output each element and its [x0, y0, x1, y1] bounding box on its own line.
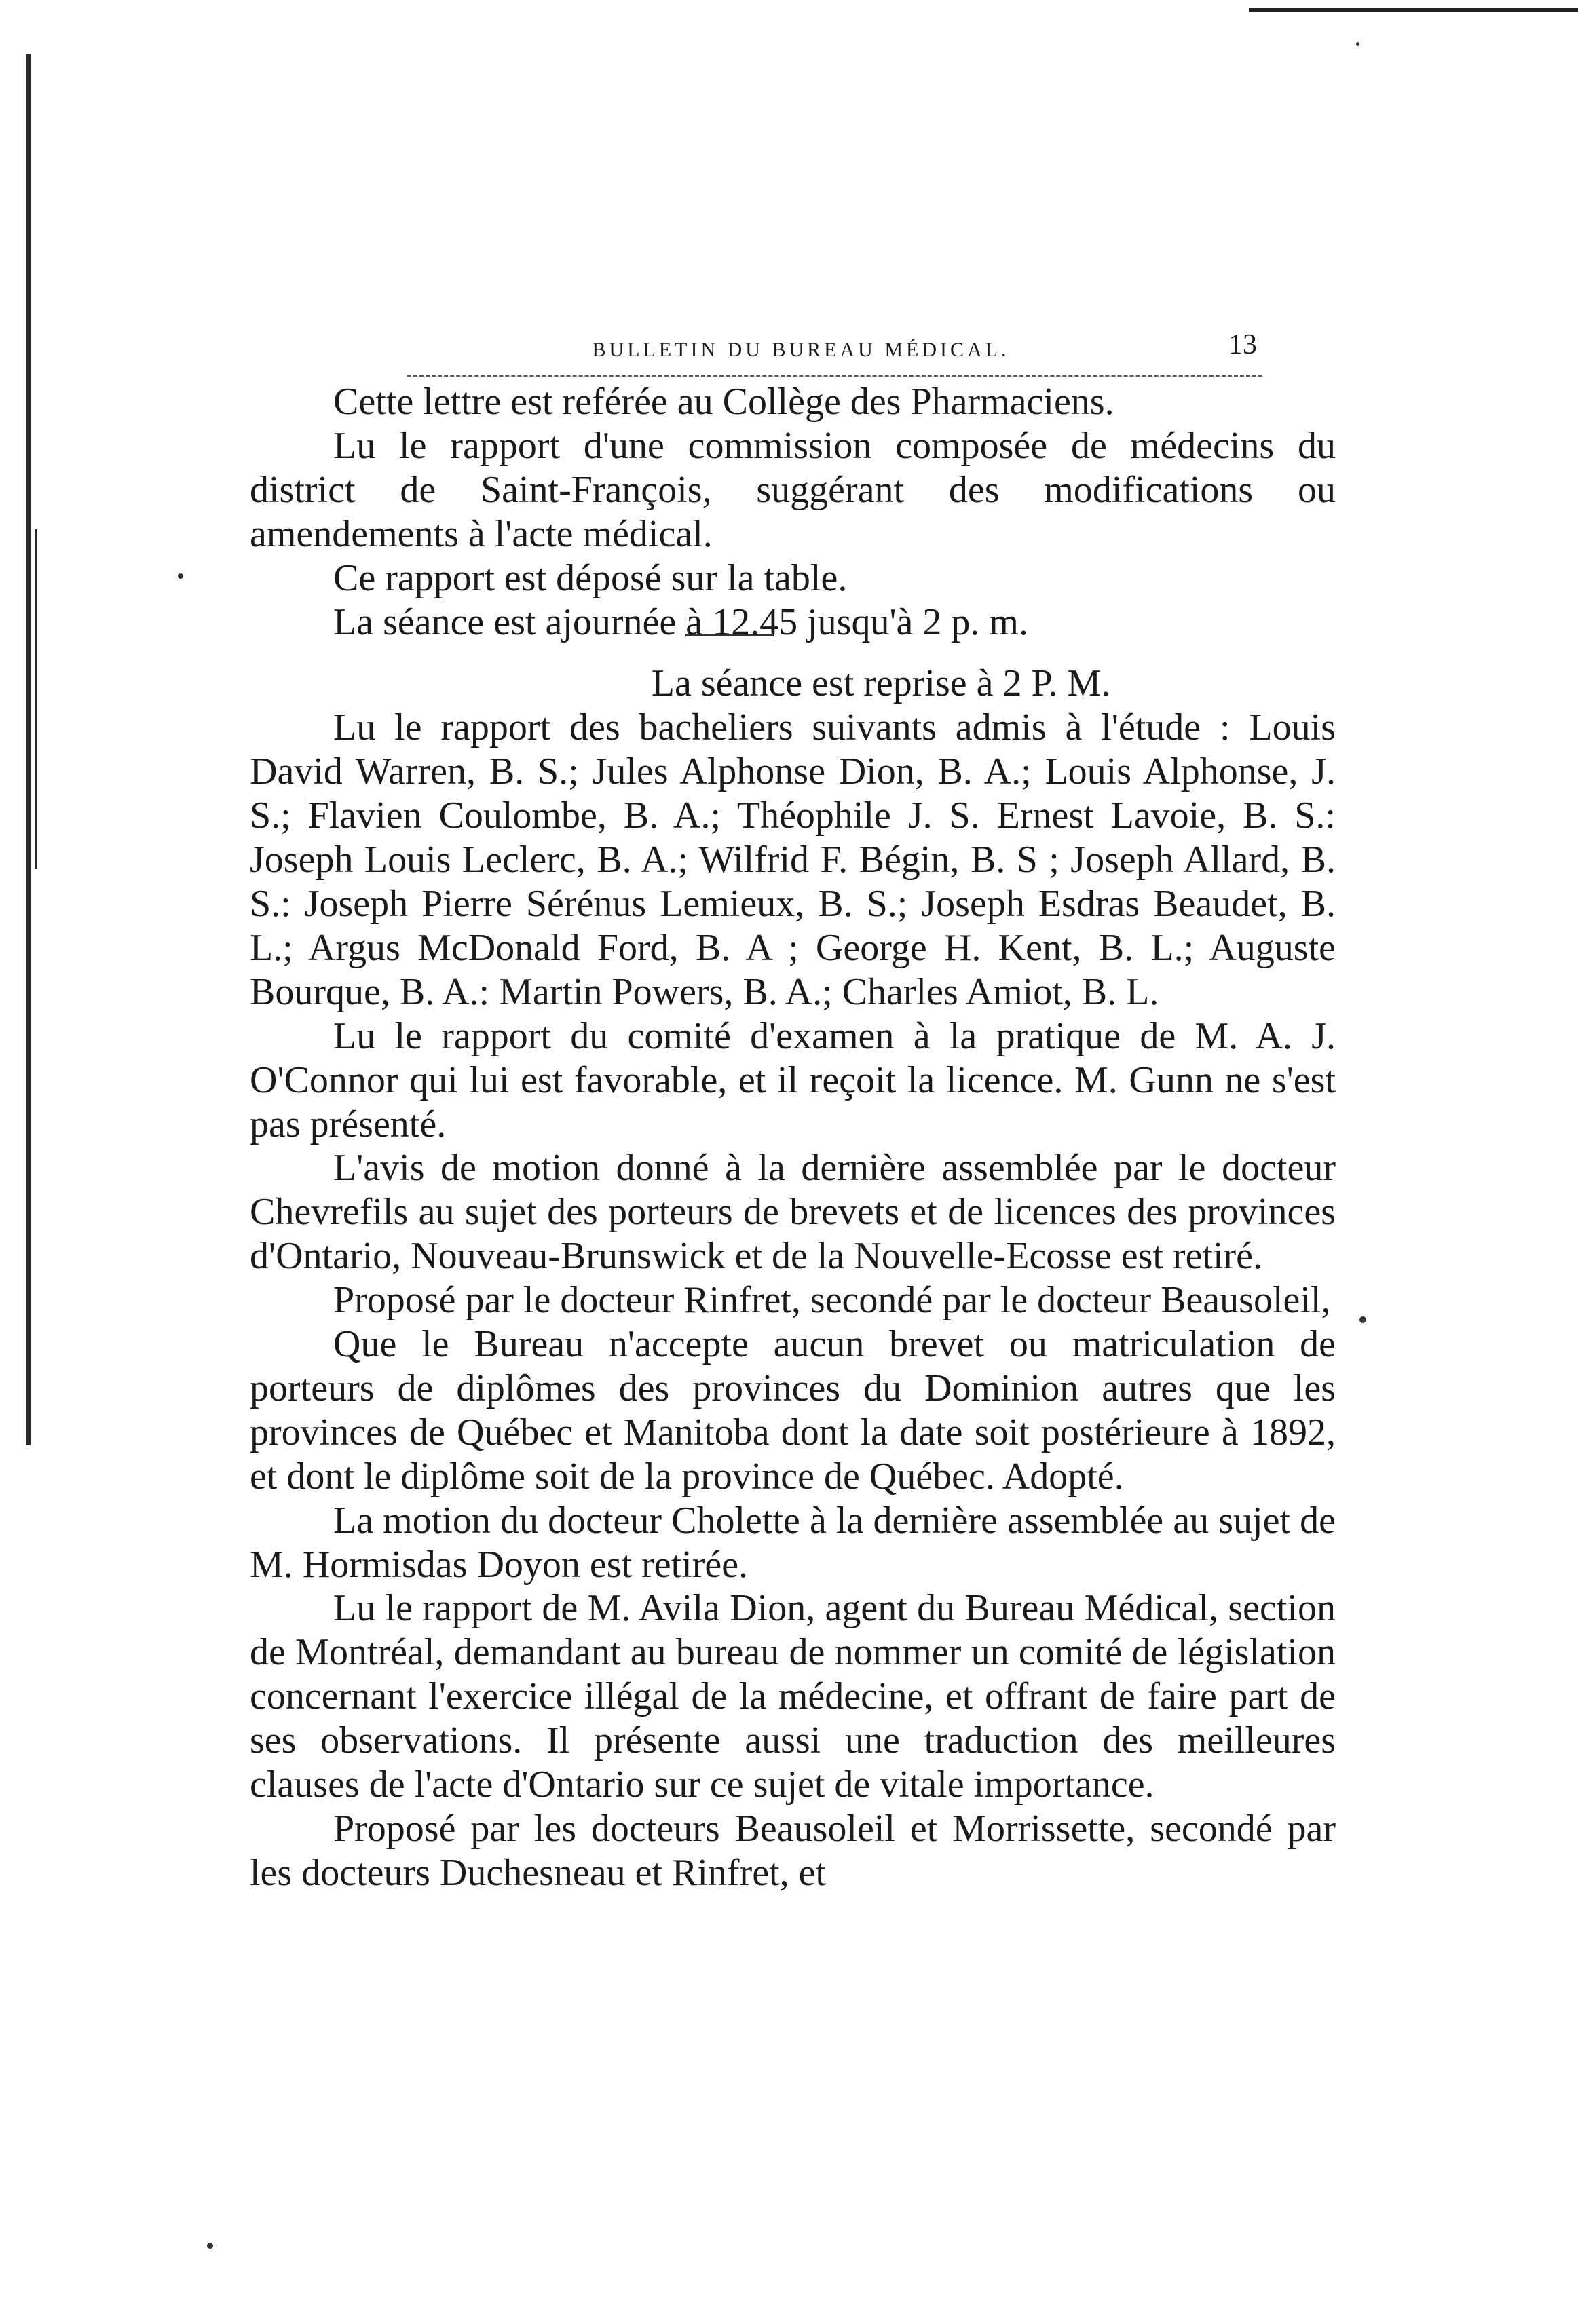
- paragraph: La motion du docteur Cholette à la dernière assemblée au sujet de M. Hormisdas Doyon est retirée.: [250, 1499, 1336, 1586]
- spacer: [250, 644, 1336, 662]
- session-resumed-line: La séance est reprise à 2 P. M.: [651, 662, 1111, 705]
- scan-speck: [207, 2243, 213, 2249]
- paragraph: Lu le rapport de M. Avila Dion, agent du Bureau Médical, section de Montréal, demandant au bureau de nommer un comité de législation concernant l'exercice illégal de la médecine, et offrant de faire part de ses observations. Il présente aussi une traduction des meilleures clauses de l'acte d'Ontario sur ce sujet de vitale importance.: [250, 1587, 1336, 1806]
- paragraph: Lu le rapport des bacheliers suivants admis à l'étude : Louis David Warren, B. S.; Jules Alphonse Dion, B. A.; Louis Alphonse, J. S.; Flavien Coulombe, B. A.; Théophile J. S. Ernest Lavoie, B. S.: Joseph Louis Leclerc, B. A.; Wilfrid F. Bégin, B. S ; Joseph Allard, B. S.: Joseph Pierre Sérénus Lemieux, B. S.; Joseph Esdras Beaudet, B. L.; Argus McDonald Ford, B. A ; George H. Kent, B. L.; Auguste Bourque, B. A.: Martin Powers, B. A.; Charles Amiot, B. L.: [250, 706, 1336, 1013]
- page-number: 13: [1228, 329, 1257, 360]
- paragraph: Que le Bureau n'accepte aucun brevet ou matriculation de porteurs de diplômes des provinces du Dominion autres que les provinces de Québec et Manitoba dont la date soit postérieure à 1892, et dont le diplôme soit de la province de Québec. Adopté.: [250, 1323, 1336, 1498]
- scan-edge-line: [1249, 8, 1578, 12]
- page-body: [250, 380, 1336, 1895]
- binding-shadow: [26, 54, 31, 1445]
- paragraph: Proposé par le docteur Rinfret, secondé par le docteur Beausoleil,: [333, 1279, 1331, 1322]
- scan-speck: [1356, 42, 1359, 46]
- scan-speck: [1359, 1316, 1366, 1323]
- running-header: [309, 330, 1293, 370]
- paragraph: Cette lettre est reférée au Collège des Pharmaciens.: [333, 381, 1114, 423]
- paragraph: Lu le rapport d'une commission composée de médecins du district de Saint-François, suggérant des modifications ou amendements à l'acte médical.: [250, 424, 1336, 555]
- paragraph: La séance est ajournée à 12.45 jusqu'à 2 p. m.: [333, 601, 1028, 643]
- running-title: BULLETIN DU BUREAU MÉDICAL.: [592, 339, 1010, 361]
- binding-shadow-secondary: [35, 529, 37, 869]
- paragraph: L'avis de motion donné à la dernière assemblée par le docteur Chevrefils au sujet des porteurs de brevets et de licences des provinces d'Ontario, Nouveau-Brunswick et de la Nouvelle-Ecosse est retiré.: [250, 1147, 1336, 1278]
- paragraph: Lu le rapport du comité d'examen à la pratique de M. A. J. O'Connor qui lui est favorable, et il reçoit la licence. M. Gunn ne s'est pas présenté.: [250, 1014, 1336, 1145]
- scan-speck: [178, 573, 183, 579]
- header-rule: [407, 375, 1262, 377]
- paragraph: Proposé par les docteurs Beausoleil et Morrissette, secondé par les docteurs Duchesneau et Rinfret, et: [250, 1808, 1336, 1894]
- paragraph: Ce rapport est déposé sur la table.: [333, 556, 848, 599]
